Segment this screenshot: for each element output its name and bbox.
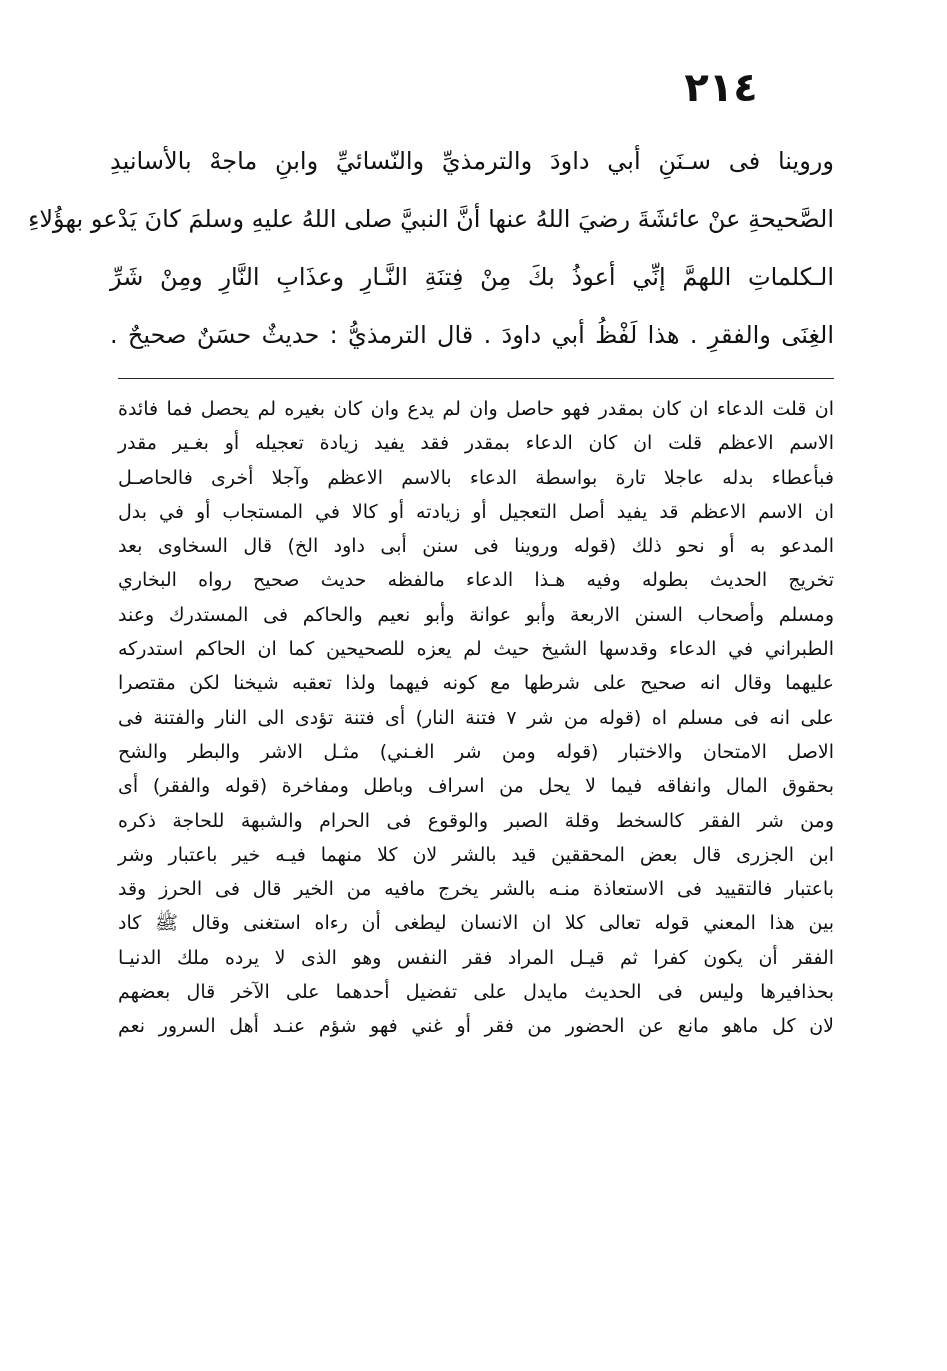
commentary-line: المدعو به أو نحو ذلك (قوله وروينا فى سنن أبى داود الخ) قال السخاوى بعد <box>118 535 834 558</box>
commentary-line: الاسم الاعظم قلت ان كان الدعاء بمقدر فقد يفيد زيادة تعجيله أو بغـير مقدر <box>118 432 834 455</box>
commentary-line: بحقوق المال وانفاقه فيما لا يحل من اسراف وباطل ومفاخرة (قوله والفقر) أى <box>118 775 834 798</box>
main-text-line: الـكلماتِ اللهمَّ إنِّي أعوذُ بكَ مِنْ فِتنَةِ النَّـارِ وعذَابِ النَّارِ ومِنْ شَرِّ <box>110 263 834 291</box>
commentary-line: بين هذا المعني قوله تعالى كلا ان الانسان ليطغى أن رءاه استغنى وقال ﷺ كاد <box>118 912 834 935</box>
commentary-text <box>118 392 834 1044</box>
main-text-line: الغِنَى والفقرِ . هذا لَفْظُ أبي داودَ . قال الترمذيُّ : حديثٌ حسَنٌ صحيحٌ . <box>110 321 834 349</box>
main-text-line: وروينا فى سـنَنِ أبي داودَ والترمذيِّ والنّسائيِّ وابنِ ماجهْ بالأسانيدِ <box>110 147 834 175</box>
section-divider <box>118 378 834 379</box>
commentary-line: ابن الجزرى قال بعض المحققين قيد بالشر لان كلا منهما فيـه خير باعتبار وشر <box>118 843 834 866</box>
commentary-line: باعتبار فالتقييد فى الاستعاذة منـه بالشر يخرج مافيه من الخير قال فى الحرز وقد <box>118 878 834 901</box>
main-text-line: الصَّحيحةِ عنْ عائشَةَ رضيَ اللهُ عنها أنَّ النبيَّ صلى اللهُ عليهِ وسلمَ كانَ يَدْعو بهؤُلاءِ <box>28 205 834 233</box>
commentary-line: الطبراني في الدعاء وقدسها الشيخ حيث لم يعزه للصحيحين كما ان الحاكم استدركه <box>118 638 834 661</box>
commentary-line: ان قلت الدعاء ان كان بمقدر فهو حاصل وان لم يدع وان كان بغيره لم يحصل فما فائدة <box>118 398 834 420</box>
commentary-line: ومن شر الفقر كالسخط وقلة الصبر والوقوع فى الحرام والشبهة للحاجة ذكره <box>118 809 834 832</box>
commentary-line: تخريج الحديث بطوله وفيه هـذا الدعاء مالفظه حديث صحيح رواه البخاري <box>118 569 834 592</box>
commentary-line: لان كل ماهو مانع عن الحضور من فقر أو غني فهو شؤم عنـد أهل السرور نعم <box>118 1015 834 1038</box>
commentary-line: ان الاسم الاعظم قد يفيد أصل التعجيل أو زيادته أو كالا في المستجاب أو في بدل <box>118 500 834 523</box>
main-text <box>28 132 834 364</box>
page-number: ٢١٤ <box>684 65 758 111</box>
commentary-line: ومسلم وأصحاب السنن الاربعة وأبو عوانة وأبو نعيم والحاكم فى المستدرك وعند <box>118 603 834 626</box>
commentary-line: الاصل الامتحان والاختبار (قوله ومن شر الغـني) مثـل الاشر والبطر والشح <box>118 740 834 763</box>
commentary-line: عليهما وقال انه صحيح على شرطها مع كونه فيهما ولذا تعقبه شيخنا لكن مقتصرا <box>118 672 834 695</box>
commentary-line: بحذافيرها وليس فى الحديث مايدل على تفضيل أحدهما على الآخر قال بعضهم <box>118 981 834 1004</box>
commentary-line: الفقر أن يكون كفرا ثم قيـل المراد فقر النفس وهو الذى لا يرده ملك الدنيـا <box>118 946 834 969</box>
commentary-line: فبأعطاء بدله عاجلا تارة بواسطة الدعاء بالاسم الاعظم وآجلا أخرى فالحاصـل <box>118 466 834 489</box>
commentary-line: على انه فى مسلم اه (قوله من شر ٧ فتنة النار) أى فتنة تؤدى الى النار والفتنة فى <box>118 706 834 729</box>
